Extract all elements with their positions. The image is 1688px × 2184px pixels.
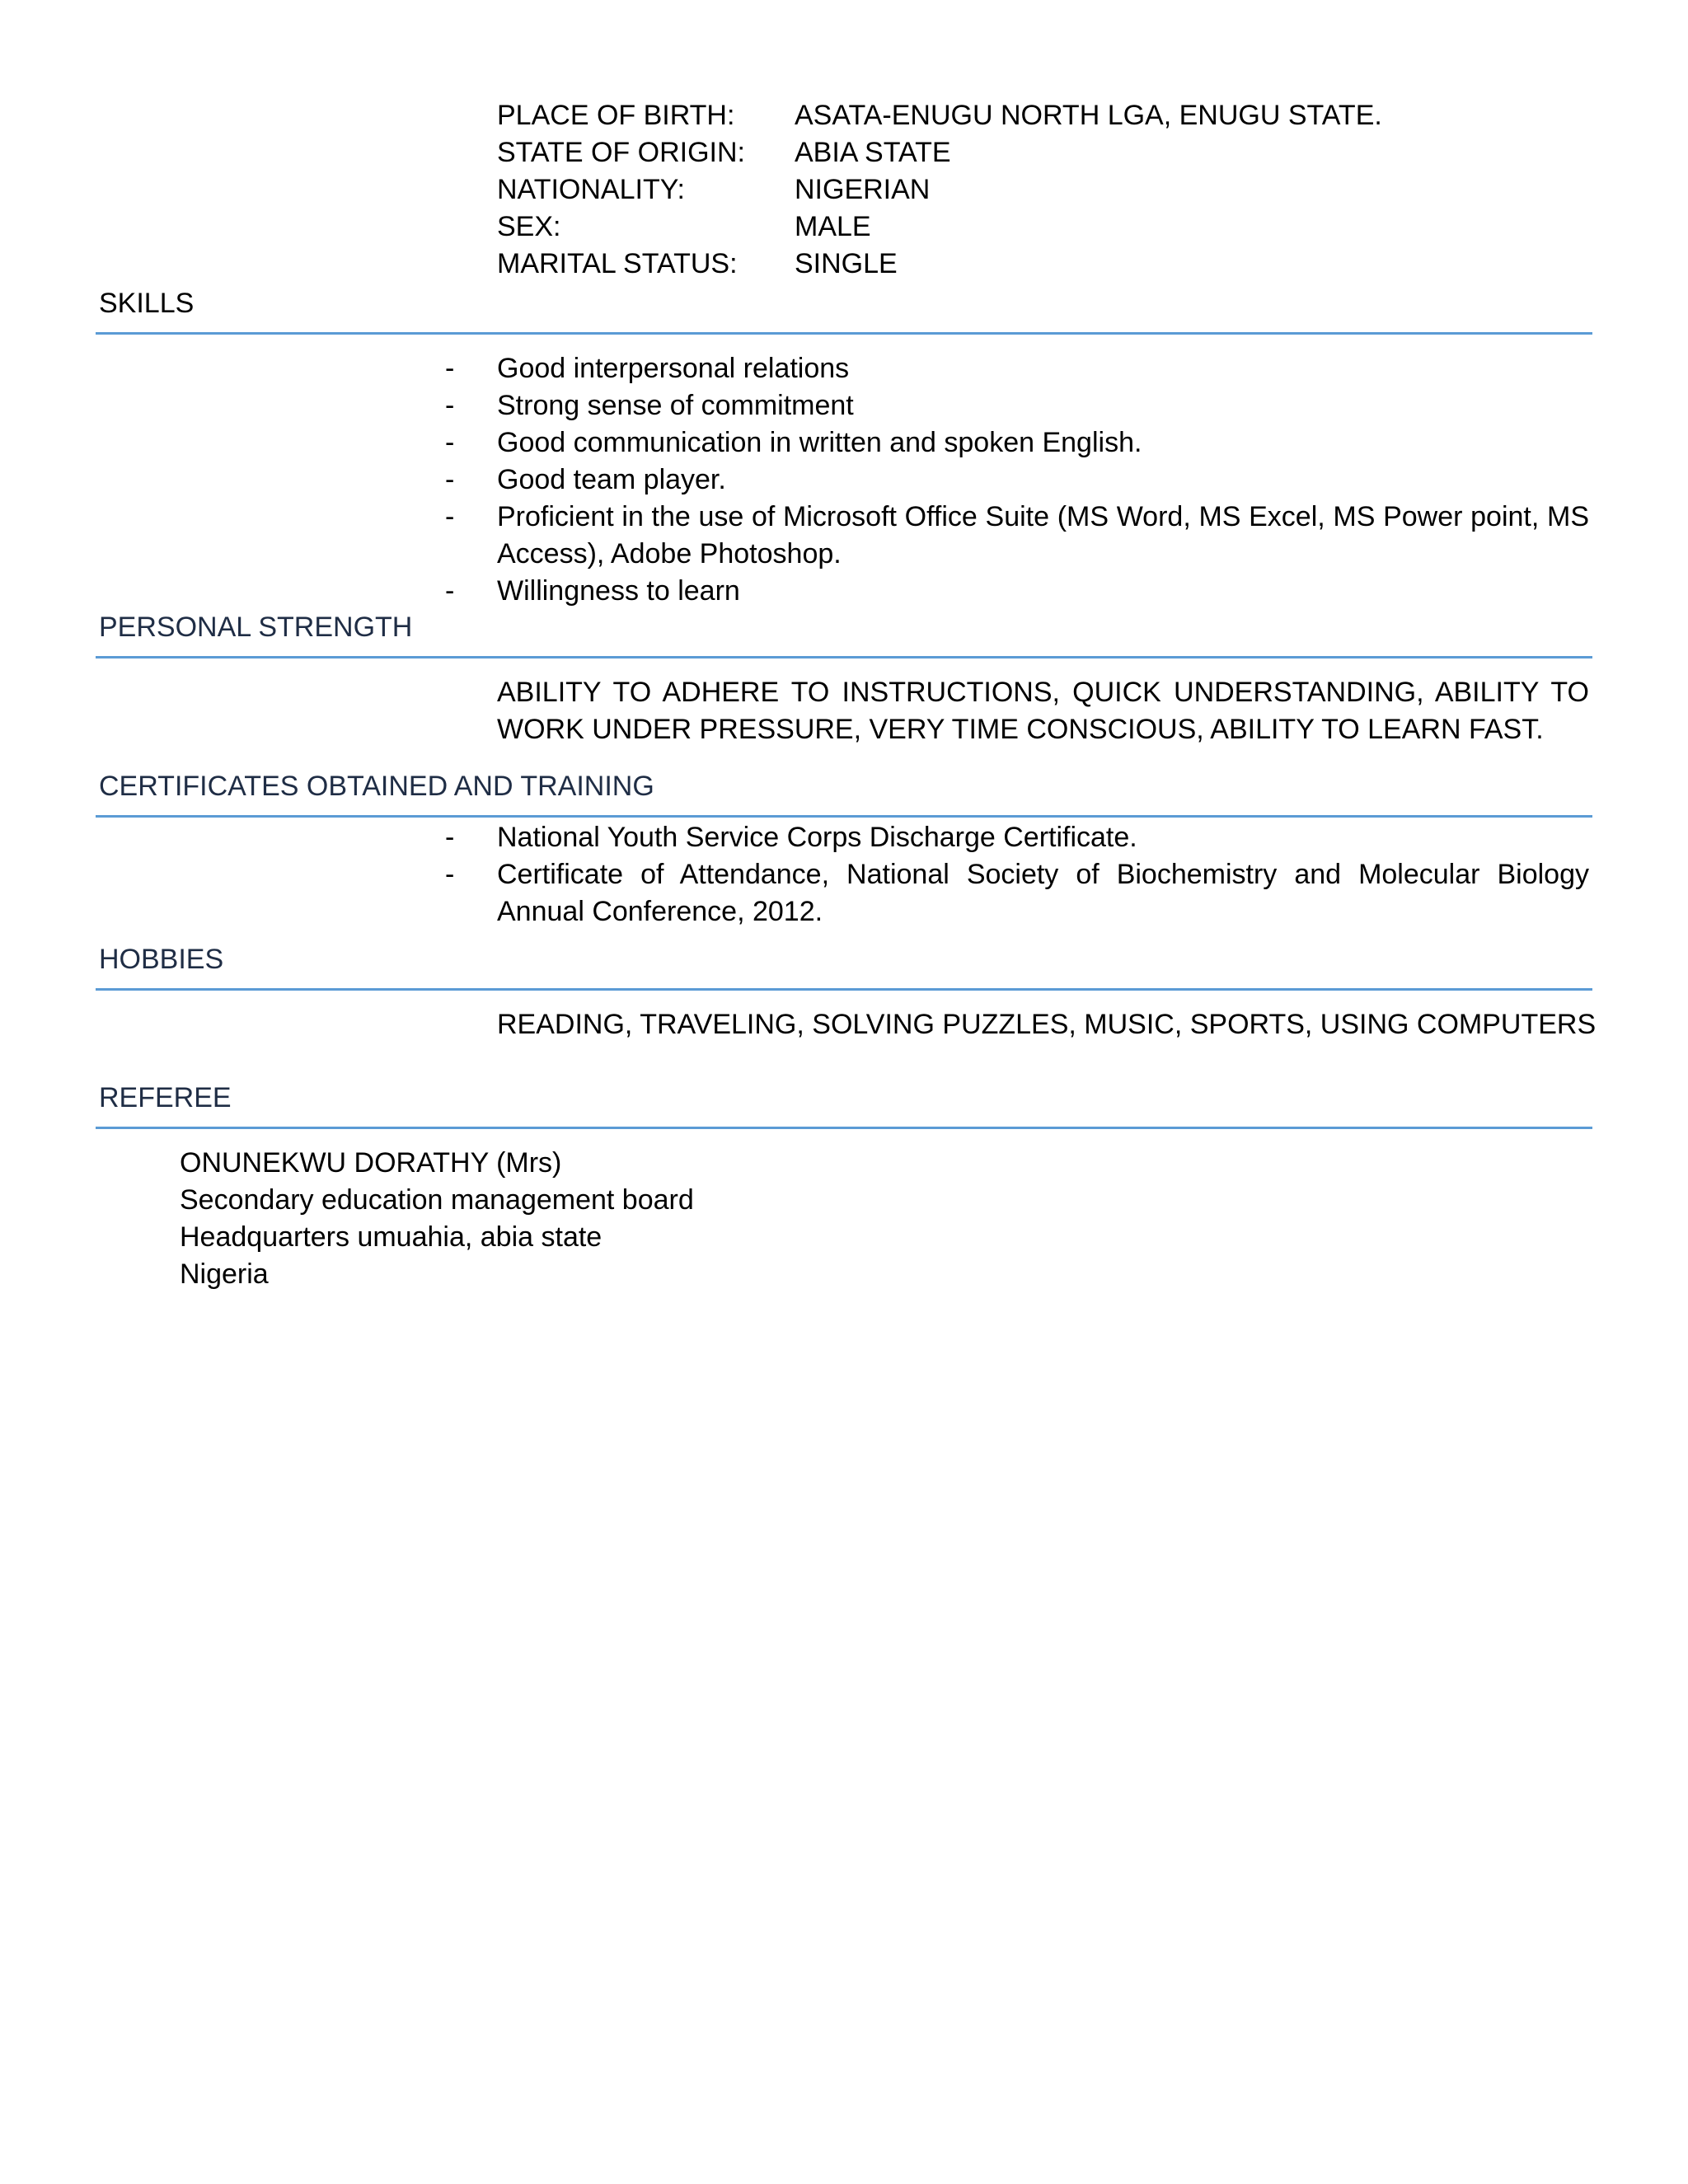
certificate-text: National Youth Service Corps Discharge Certificate.	[497, 822, 1137, 853]
skill-text: Proficient in the use of Microsoft Office Suite (MS Word, MS Excel, MS Power point, MS Access), Adobe Photoshop.	[497, 501, 1589, 569]
detail-value: MALE	[795, 211, 871, 242]
certificates-list	[445, 819, 1589, 930]
detail-value: SINGLE	[795, 248, 898, 279]
bullet-dash: -	[445, 390, 455, 421]
detail-row-sex	[497, 209, 1382, 246]
detail-value: ASATA-ENUGU NORTH LGA, ENUGU STATE.	[795, 100, 1382, 131]
referee-country: Nigeria	[180, 1258, 269, 1290]
bullet-dash: -	[445, 501, 455, 532]
bullet-dash: -	[445, 464, 455, 495]
hobbies-text: READING, TRAVELING, SOLVING PUZZLES, MUSIC, SPORTS, USING COMPUTERS	[497, 1009, 1597, 1040]
referee-heading: REFEREE	[99, 1082, 232, 1113]
referee-details	[180, 1145, 694, 1293]
certificates-divider	[96, 815, 1592, 818]
list-item	[445, 856, 1589, 930]
detail-row-nationality	[497, 171, 1382, 209]
list-item	[445, 819, 1589, 856]
referee-divider	[96, 1127, 1592, 1129]
detail-value: NIGERIAN	[795, 174, 931, 205]
certificate-text: Certificate of Attendance, National Society of Biochemistry and Molecular Biology Annual Conference, 2012.	[497, 859, 1589, 927]
detail-label: SEX:	[497, 211, 561, 242]
list-item	[445, 350, 1589, 387]
personal-strength-text: ABILITY TO ADHERE TO INSTRUCTIONS, QUICK UNDERSTANDING, ABILITY TO WORK UNDER PRESSURE, VERY TIME CONSCIOUS, ABILITY TO LEARN FAST.	[497, 677, 1589, 745]
bullet-dash: -	[445, 353, 455, 384]
personal-strength-heading: PERSONAL STRENGTH	[99, 612, 413, 643]
personal-details	[497, 97, 1382, 283]
detail-value: ABIA STATE	[795, 137, 951, 168]
skill-text: Good communication in written and spoken English.	[497, 427, 1142, 458]
bullet-dash: -	[445, 427, 455, 458]
skills-list	[445, 350, 1589, 610]
referee-name: ONUNEKWU DORATHY (Mrs)	[180, 1147, 562, 1179]
referee-address: Headquarters umuahia, abia state	[180, 1221, 603, 1253]
detail-label: STATE OF ORIGIN:	[497, 137, 745, 168]
detail-row-place-of-birth	[497, 97, 1382, 134]
list-item	[445, 387, 1589, 424]
bullet-dash: -	[445, 822, 455, 853]
list-item	[445, 424, 1589, 462]
list-item	[445, 499, 1589, 573]
skill-text: Good team player.	[497, 464, 726, 495]
detail-label: NATIONALITY:	[497, 174, 685, 205]
detail-label: MARITAL STATUS:	[497, 248, 738, 279]
list-item	[445, 462, 1589, 499]
skill-text: Good interpersonal relations	[497, 353, 850, 384]
list-item	[445, 573, 1589, 610]
hobbies-divider	[96, 988, 1592, 991]
referee-organization: Secondary education management board	[180, 1184, 694, 1216]
hobbies-heading: HOBBIES	[99, 944, 224, 975]
skill-text: Strong sense of commitment	[497, 390, 854, 421]
bullet-dash: -	[445, 575, 455, 607]
skills-heading: SKILLS	[99, 288, 195, 319]
certificates-heading: CERTIFICATES OBTAINED AND TRAINING	[99, 771, 654, 802]
bullet-dash: -	[445, 859, 455, 890]
detail-label: PLACE OF BIRTH:	[497, 100, 735, 131]
detail-row-state-of-origin	[497, 134, 1382, 171]
skill-text: Willingness to learn	[497, 575, 740, 607]
skills-divider	[96, 332, 1592, 335]
detail-row-marital-status	[497, 246, 1382, 283]
personal-strength-divider	[96, 656, 1592, 658]
